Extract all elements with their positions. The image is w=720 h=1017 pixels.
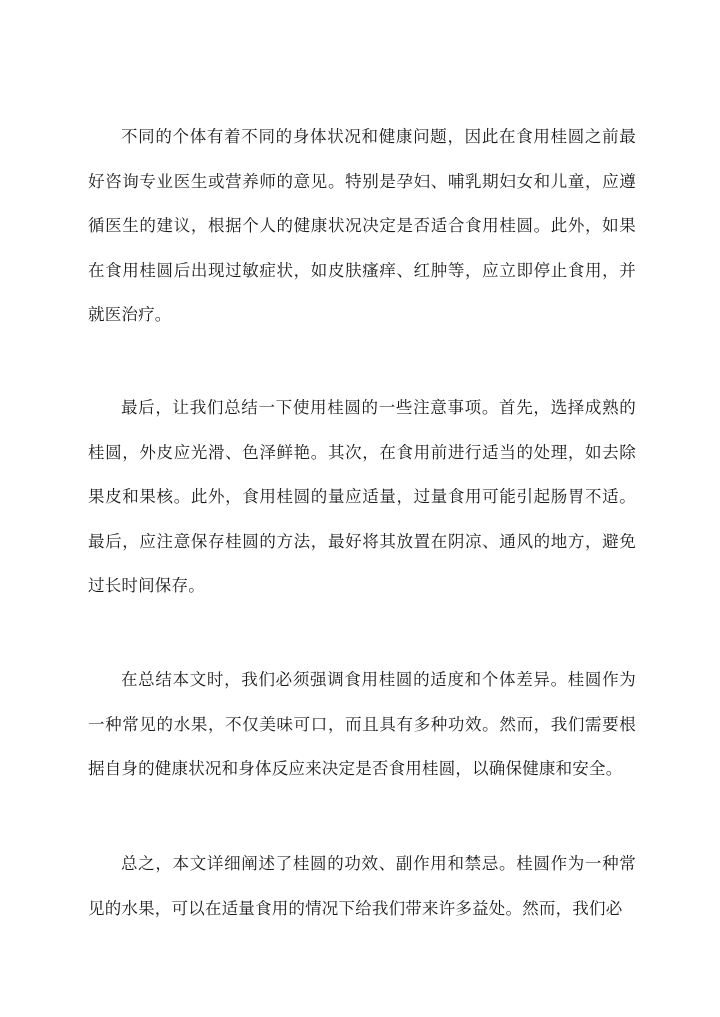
paragraph-individual-differences: 不同的个体有着不同的身体状况和健康问题，因此在食用桂圆之前最好咨询专业医生或营养师的意见。特别是孕妇、哺乳期妇女和儿童，应遵循医生的建议，根据个人的健康状况决定是否适合食用桂圆。此外，如果在食用桂圆后出现过敏症状，如皮肤瘙痒、红肿等，应立即停止食用，并就医治疗。	[88, 127, 636, 324]
paragraph-conclusion: 总之，本文详细阐述了桂圆的功效、副作用和禁忌。桂圆作为一种常见的水果，可以在适量食用的情况下给我们带来许多益处。然而，我们必	[88, 854, 636, 918]
paragraph-usage-precautions: 最后，让我们总结一下使用桂圆的一些注意事项。首先，选择成熟的桂圆，外皮应光滑、色泽鲜艳。其次，在食用前进行适当的处理，如去除果皮和果核。此外，食用桂圆的量应适量，过量食用可能引起肠胃不适。最后，应注意保存桂圆的方法，最好将其放置在阴凉、通风的地方，避免过长时间保存。	[88, 398, 636, 595]
paragraph-moderation-summary: 在总结本文时，我们必须强调食用桂圆的适度和个体差异。桂圆作为一种常见的水果，不仅美味可口，而且具有多种功效。然而，我们需要根据自身的健康状况和身体反应来决定是否食用桂圆，以确保健康和安全。	[88, 670, 636, 778]
